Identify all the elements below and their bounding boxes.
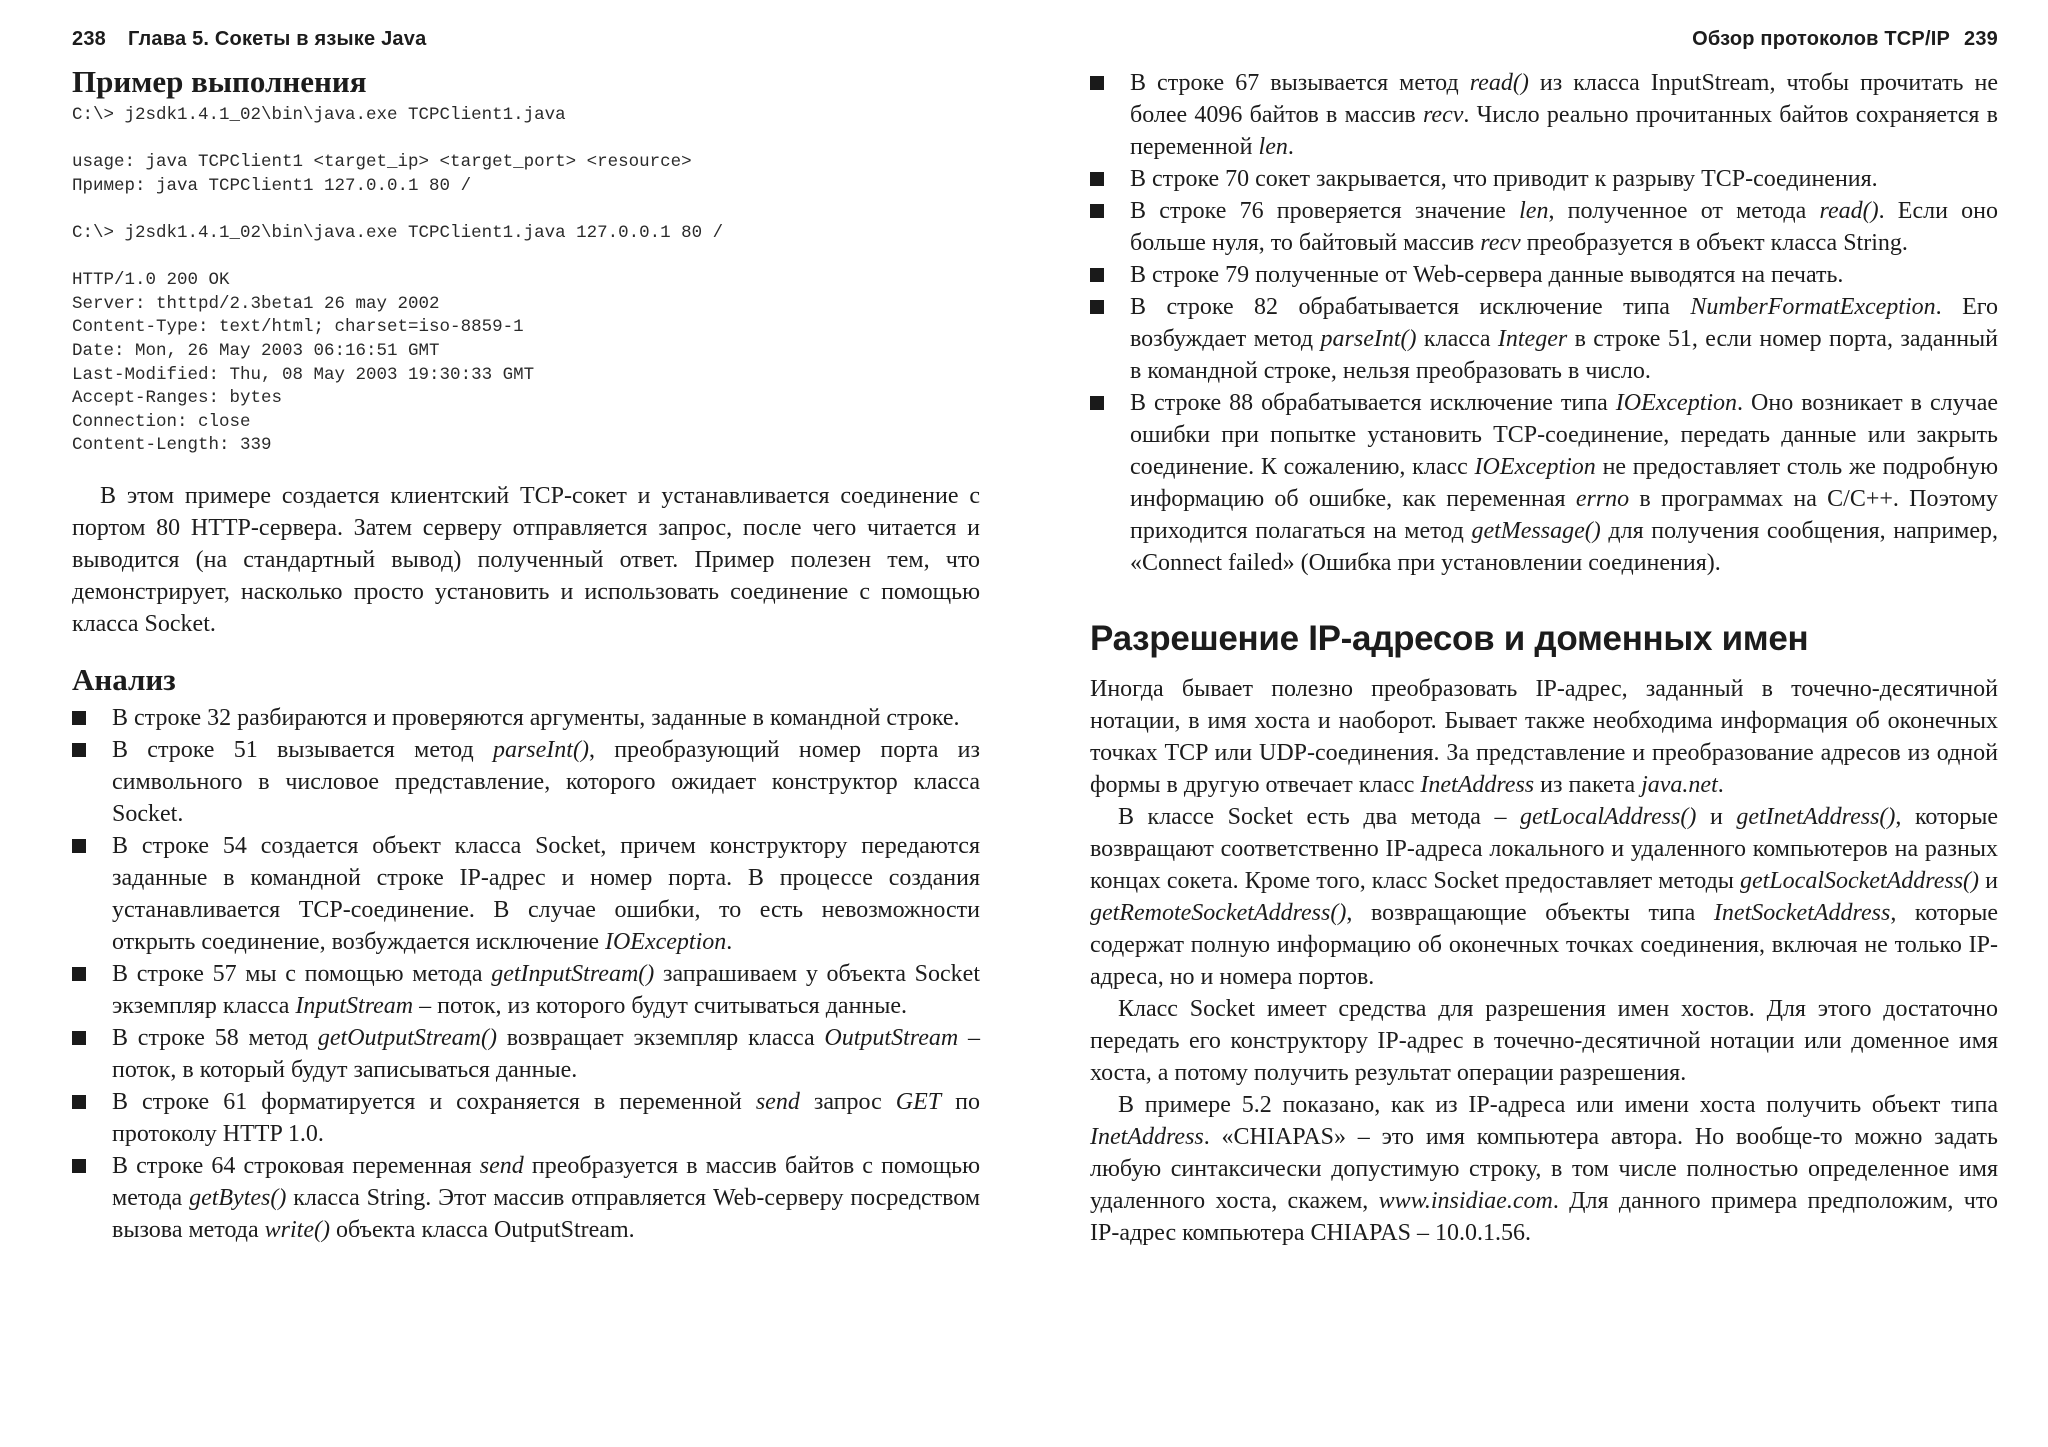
right-content (1090, 62, 1998, 1249)
list-item: В строке 61 форматируется и сохраняется в переменной send запрос GET по протоколу HTTP 1.0. (72, 1086, 980, 1150)
bullet-square-icon (1090, 172, 1104, 186)
bullet-square-icon (72, 1159, 86, 1173)
list-item: В строке 79 полученные от Web-сервера данные выводятся на печать. (1090, 259, 1998, 291)
list-item: В строке 88 обрабатывается исключение типа IOException. Оно возникает в случае ошибки при попытке установить TCP-соединение, передать данные или закрыть соединение. К сожалению, класс IOException не предоставляет столь же подробную информацию об ошибке, как переменная errno в программах на C/C++. Поэтому приходится полагаться на метод getMessage() для получения сообщения, например, «Connect failed» (Ошибка при установлении соединения). (1090, 387, 1998, 579)
list-item: В строке 54 создается объект класса Socket, причем конструктору передаются заданные в командной строке IP-адрес и номер порта. В процессе создания устанавливается TCP-соединение. В случае ошибки, то есть невозможности открыть соединение, возбуждается исключение IOException. (72, 830, 980, 958)
section-heading-ip-resolution: Разрешение IP-адресов и доменных имен (1090, 619, 1809, 658)
list-item: В строке 64 строковая переменная send преобразуется в массив байтов с помощью метода getBytes() класса String. Этот массив отправляется Web-серверу посредством вызова метода write() объекта класса OutputStream. (72, 1150, 980, 1246)
bullet-square-icon (72, 743, 86, 757)
list-item: В строке 82 обрабатывается исключение типа NumberFormatException. Его возбуждает метод parseInt() класса Integer в строке 51, если номер порта, заданный в командной строке, нельзя преобразовать в число. (1090, 291, 1998, 387)
running-title: Обзор протоколов TCP/IP (1692, 28, 1951, 50)
left-page (72, 0, 980, 1447)
list-item: В строке 76 проверяется значение len, полученное от метода read(). Если оно больше нуля, то байтовый массив recv преобразуется в объект класса String. (1090, 195, 1998, 259)
running-head-right (1090, 28, 1998, 58)
list-item: В строке 57 мы с помощью метода getInputStream() запрашиваем у объекта Socket экземпляр класса InputStream – поток, из которого будут считываться данные. (72, 958, 980, 1022)
paragraph: Иногда бывает полезно преобразовать IP-адрес, заданный в точечно-десятичной нотации, в имя хоста и наоборот. Бывает также необходима информация об оконечных точках TCP или UDP-соединения. За представление и преобразование адресов из одной формы в другую отвечает класс InetAddress из пакета java.net. (1090, 676, 1998, 798)
page-number: 238 (72, 28, 106, 50)
paragraph: В классе Socket есть два метода – getLocalAddress() и getInetAddress(), которые возвращают соответственно IP-адреса локального и удаленного компьютеров на разных концах сокета. Кроме того, класс Socket предоставляет методы getLocalSocketAddress() и getRemoteSocketAddress(), возвращающие объекты типа InetSocketAddress, которые содержат полную информацию об оконечных точках соединения, включая не только IP-адреса, но и номера портов. (1090, 804, 1999, 990)
bullet-square-icon (72, 711, 86, 725)
bullet-square-icon (1090, 300, 1104, 314)
bullet-square-icon (1090, 76, 1104, 90)
running-head-left (72, 28, 980, 58)
section-heading-analysis: Анализ (72, 661, 176, 697)
list-item: В строке 51 вызывается метод parseInt(), преобразующий номер порта из символьного в числовое представление, которого ожидает конструктор класса Socket. (72, 734, 980, 830)
analysis-list-continued (1090, 67, 1998, 579)
code-listing: C:\> j2sdk1.4.1_02\bin\java.exe TCPClient1.java usage: java TCPClient1 <target_ip> <target_port> <resource> Пример: java TCPClient1 127.0.0.1 80 / C:\> j2sdk1.4.1_02\bin\java.exe TCPClient1.java 127.0.0.1 80 / HTTP/1.0 200 OK Server: thttpd/2.3beta1 26 may 2002 Content-Type: text/html; charset=iso-8859-1 Date: Mon, 26 May 2003 06:16:51 GMT Last-Modified: Thu, 08 May 2003 19:30:33 GMT Accept-Ranges: bytes Connection: close Content-Length: 339 (72, 105, 724, 456)
bullet-square-icon (1090, 268, 1104, 282)
list-item: В строке 67 вызывается метод read() из класса InputStream, чтобы прочитать не более 4096 байтов в массив recv. Число реально прочитанных байтов сохраняется в переменной len. (1090, 67, 1998, 163)
analysis-list (72, 702, 980, 1246)
paragraph: В примере 5.2 показано, как из IP-адреса или имени хоста получить объект типа InetAddress. «CHIAPAS» – это имя компьютера автора. Но вообще-то можно задать любую синтаксически допустимую строку, в том числе полностью определенное имя удаленного хоста, скажем, www.insidiae.com. Для данного примера предположим, что IP-адрес компьютера CHIAPAS – 10.0.1.56. (1090, 1092, 1998, 1246)
list-item: В строке 32 разбираются и проверяются аргументы, заданные в командной строке. (72, 702, 980, 734)
bullet-square-icon (72, 967, 86, 981)
bullet-square-icon (72, 839, 86, 853)
section-heading-run: Пример выполнения (72, 64, 367, 99)
list-item: В строке 70 сокет закрывается, что приводит к разрыву TCP-соединения. (1090, 163, 1998, 195)
page-number: 239 (1964, 28, 1998, 50)
bullet-square-icon (72, 1031, 86, 1045)
intro-paragraph: В этом примере создается клиентский TCP-сокет и устанавливается соединение с портом 80 HTTP-сервера. Затем серверу отправляется запрос, после чего читается и выводится (на стандартный вывод) полученный ответ. Пример полезен тем, что демонстрирует, насколько просто установить и использовать соединение с помощью класса Socket. (72, 482, 980, 637)
left-content (72, 62, 980, 1246)
paragraph: Класс Socket имеет средства для разрешения имен хостов. Для этого достаточно передать его конструктору IP-адрес в точечно-десятичной нотации или доменное имя хоста, а потому получить результат операции разрешения. (1090, 996, 1998, 1086)
bullet-square-icon (1090, 204, 1104, 218)
bullet-square-icon (72, 1095, 86, 1109)
running-title: Глава 5. Сокеты в языке Java (127, 28, 427, 50)
list-item: В строке 58 метод getOutputStream() возвращает экземпляр класса OutputStream – поток, в который будут записываться данные. (72, 1022, 980, 1086)
bullet-square-icon (1090, 396, 1104, 410)
right-page (1090, 0, 1998, 1447)
